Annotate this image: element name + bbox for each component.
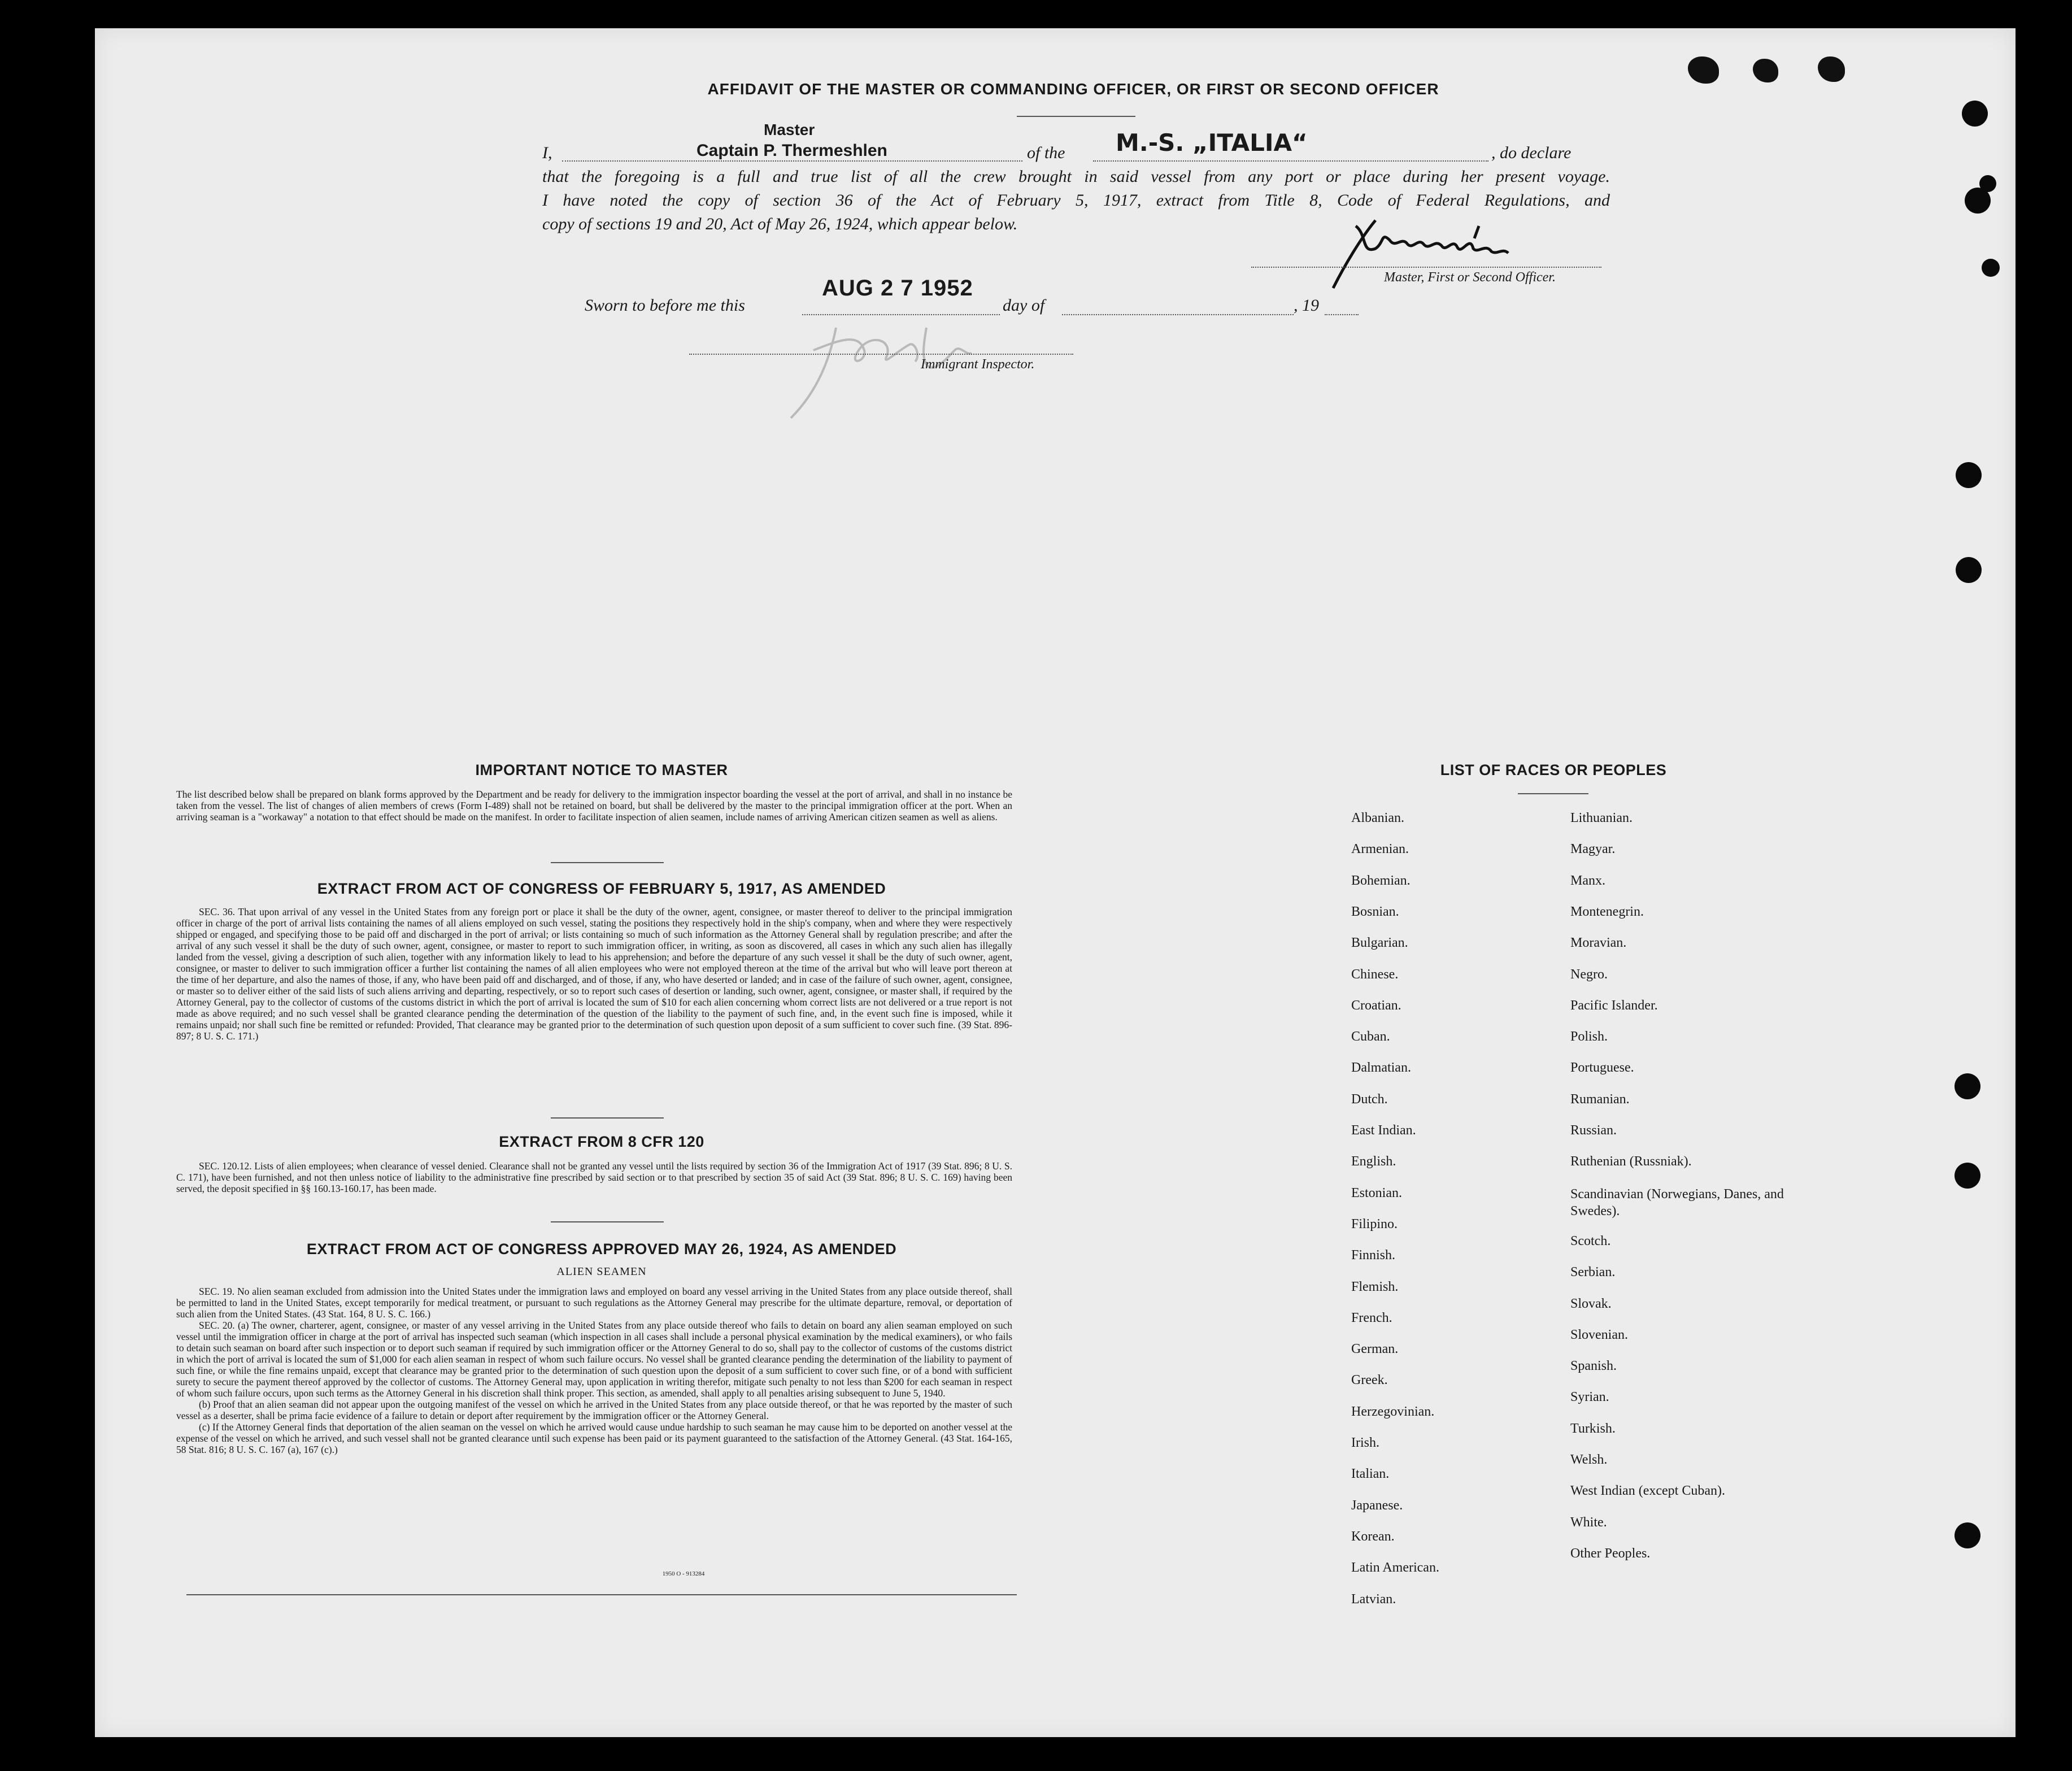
race-item: Scandinavian (Norwegians, Danes, and Swedes).: [1570, 1186, 1784, 1219]
race-item: Herzegovinian.: [1351, 1404, 1435, 1419]
race-item: Italian.: [1351, 1467, 1390, 1482]
affidavit-line-2: that the foregoing is a full and true list of all the crew brought in said vessel from any port or place during her present voyage.: [542, 167, 1610, 186]
inspector-label: Immigrant Inspector.: [921, 357, 1035, 372]
race-item: English.: [1351, 1154, 1396, 1169]
sec-19-paragraph: SEC. 19. No alien seaman excluded from admission into the United States under the immigration laws and employed on board any vessel arriving in the United States from any place outside thereof, shall be permitted to land in the United States, except temporarily for medical treatment, or pursuant to such regulations as the Attorney General may prescribe for the ultimate departure, removal, or deportation of such alien from the United States. (43 Stat. 164, 8 U. S. C. 166.): [176, 1286, 1012, 1320]
race-item: White.: [1570, 1515, 1607, 1530]
race-item: Portuguese.: [1570, 1060, 1634, 1076]
affidavit-line-4: copy of sections 19 and 20, Act of May 26, 1924, which appear below.: [542, 215, 1018, 233]
race-item: Turkish.: [1570, 1421, 1616, 1436]
race-item: Moravian.: [1570, 935, 1627, 951]
race-item: Dalmatian.: [1351, 1060, 1411, 1076]
races-divider: [1518, 793, 1588, 794]
race-item: Chinese.: [1351, 967, 1399, 982]
race-item: German.: [1351, 1342, 1399, 1357]
race-item: Armenian.: [1351, 842, 1409, 857]
race-item: Bosnian.: [1351, 904, 1399, 919]
race-item: Lithuanian.: [1570, 811, 1633, 825]
alien-seamen-subtitle: ALIEN SEAMEN: [556, 1265, 647, 1278]
i-label: I,: [542, 143, 552, 162]
races-title: LIST OF RACES OR PEOPLES: [1440, 762, 1667, 778]
sworn-date-line: [802, 314, 1000, 315]
race-item: Greek.: [1351, 1373, 1388, 1388]
race-item: Pacific Islander.: [1570, 998, 1658, 1013]
race-item: Rumanian.: [1570, 1091, 1630, 1107]
title-divider: [1017, 116, 1135, 117]
race-item: Albanian.: [1351, 811, 1404, 825]
race-item: Latin American.: [1351, 1560, 1439, 1576]
race-item: Montenegrin.: [1570, 904, 1644, 919]
race-item: Negro.: [1570, 967, 1608, 982]
race-item: Cuban.: [1351, 1029, 1390, 1045]
date-stamp: AUG 2 7 1952: [822, 276, 973, 301]
extract-1924-title: EXTRACT FROM ACT OF CONGRESS APPROVED MAY 26, 1924, AS AMENDED: [306, 1241, 897, 1257]
punch-hole: [1955, 1522, 1980, 1548]
vessel-line: [1093, 160, 1488, 162]
sec-20a-paragraph: SEC. 20. (a) The owner, charterer, agent, consignee, or master of any vessel arriving in the United States from any place outside thereof who fails to detain on board any alien seaman employed on such vessel until the immigration officer in charge at the port of arrival has inspected such seaman (which inspection in all cases shall include a personal physical examination by the medical examiners), or who fails to detain such seaman on board after such inspection or to deport such seaman if required by such immigration officer or the Attorney General to do so, shall pay to the collector of customs of the customs district in which the port of arrival is located the sum of $1,000 for each alien seaman in respect of whom such failure occurs. No vessel shall be granted clearance pending the determination of the liability to payment of such fine, or while the fine remains unpaid, except that clearance may be granted prior to the determination of such question upon the deposit of a sum sufficient to cover such fine, or of a bond with sufficient surety to secure the payment thereof approved by the collector of customs. The Attorney General may, upon application in writing therefor, mitigate such penalty to not less than $200 for each seaman in respect of whom such failure occurs, upon such terms as the Attorney General in his discretion shall think proper. This section, as amended, shall apply to all penalties arising subsequent to June 5, 1940.: [176, 1320, 1012, 1399]
race-item: French.: [1351, 1310, 1392, 1325]
race-item: Filipino.: [1351, 1216, 1398, 1232]
notice-body: The list described below shall be prepared on blank forms approved by the Department and be ready for delivery to the immigration inspector boarding the vessel at the port of arrival, and shall in no instance be taken from the vessel. The list of changes of alien members of crews (Form I-489) shall not be retained on board, but shall be delivered by the master to the principal immigration officer at the port. When an arriving seaman is a "workaway" a notation to that effect should be made on the manifest. In order to facilitate inspection of alien seamen, include names of arriving American citizen seamen as well as aliens.: [176, 789, 1012, 823]
race-item: Slovenian.: [1570, 1327, 1628, 1342]
extract-cfr-body: SEC. 120.12. Lists of alien employees; when clearance of vessel denied. Clearance shall not be granted any vessel until the lists required by section 36 of the Immigration Act of 1917 (39 Stat. 896; 8 U. S. C. 171), have been furnished, and not then unless notice of liability to the administrative fine prescribed by said section or to that prescribed by section 35 of said Act (39 Stat. 896; 8 U. S. C. 169) having been served, the deposit specified in §§ 160.13-160.17, has been made.: [176, 1160, 1012, 1194]
race-item: Croatian.: [1351, 998, 1401, 1013]
race-item: Bulgarian.: [1351, 935, 1408, 951]
extract-cfr-title: EXTRACT FROM 8 CFR 120: [499, 1133, 704, 1150]
of-the-label: of the: [1027, 143, 1065, 162]
punch-hole: [1956, 557, 1982, 583]
year-label: , 19: [1294, 296, 1319, 315]
punch-hole: [1982, 259, 2000, 277]
master-signature-line: [1251, 267, 1601, 268]
race-item: West Indian (except Cuban).: [1570, 1483, 1725, 1499]
race-item: Russian.: [1570, 1123, 1617, 1138]
extract-1924-body: [176, 1286, 1012, 1455]
punch-hole: [1979, 175, 1996, 192]
do-declare-label: , do declare: [1491, 143, 1572, 162]
race-item: Korean.: [1351, 1529, 1395, 1544]
extract-cfr-divider: [551, 1221, 664, 1222]
rank-typed: Master: [764, 121, 815, 138]
master-name-typed: Captain P. Thermeshlen: [697, 141, 887, 160]
signer-label: Master, First or Second Officer.: [1384, 270, 1556, 285]
race-item: Polish.: [1570, 1029, 1608, 1045]
bottom-rule: [186, 1594, 1017, 1595]
race-item: Dutch.: [1351, 1091, 1388, 1107]
race-item: Latvian.: [1351, 1591, 1396, 1607]
sworn-label: Sworn to before me this: [585, 296, 745, 315]
race-item: Syrian.: [1570, 1390, 1609, 1405]
year-line: [1325, 314, 1359, 315]
day-of-label: day of: [1003, 296, 1045, 315]
vessel-name-typed: M.-S. „ITALIA“: [1116, 129, 1308, 156]
race-item: Japanese.: [1351, 1498, 1403, 1513]
race-item: Serbian.: [1570, 1265, 1616, 1280]
punch-hole: [1955, 1073, 1980, 1099]
affidavit-title: AFFIDAVIT OF THE MASTER OR COMMANDING OFFICER, OR FIRST OR SECOND OFFICER: [707, 80, 1439, 98]
notice-title: IMPORTANT NOTICE TO MASTER: [475, 762, 728, 778]
punch-hole: [1962, 101, 1988, 127]
race-item: Ruthenian (Russniak).: [1570, 1154, 1692, 1169]
race-item: Other Peoples.: [1570, 1546, 1651, 1561]
print-code: 1950 O - 913284: [662, 1570, 705, 1577]
race-item: Slovak.: [1570, 1296, 1612, 1311]
race-item: Spanish.: [1570, 1359, 1617, 1374]
name-line: [562, 160, 1022, 162]
race-item: Welsh.: [1570, 1452, 1608, 1467]
race-item: Irish.: [1351, 1435, 1379, 1450]
punch-hole: [1955, 1163, 1980, 1189]
race-item: East Indian.: [1351, 1123, 1416, 1138]
punch-hole: [1956, 462, 1982, 488]
race-item: Bohemian.: [1351, 873, 1411, 888]
extract-1917-title: EXTRACT FROM ACT OF CONGRESS OF FEBRUARY 5, 1917, AS AMENDED: [317, 880, 886, 897]
race-item: Magyar.: [1570, 842, 1616, 857]
notice-divider: [551, 862, 664, 863]
race-item: Flemish.: [1351, 1279, 1399, 1294]
sec-20b-paragraph: (b) Proof that an alien seaman did not appear upon the outgoing manifest of the vessel on which he arrived in the United States from any place outside thereof, or that he was reported by the master of such vessel as a deserter, shall be prima facie evidence of a failure to detain or deport after requirement by the immigration officer or the Attorney General.: [176, 1399, 1012, 1421]
extract-1917-body: SEC. 36. That upon arrival of any vessel in the United States from any foreign port or place it shall be the duty of the owner, agent, consignee, or master thereof to deliver to the principal immigration officer in charge of the port of arrival lists containing the names of all aliens employed on such vessel, stating the positions they respectively hold in the ship's company, when and where they were respectively shipped or engaged, and specifying those to be paid off and discharged in the port of arrival; or lists containing so much of such information as the Attorney General shall by regulation prescribe; and after the arrival of any such vessel it shall be the duty of such owner, agent, consignee, or master to report to such immigration officer, in writing, as soon as discovered, all cases in which any such alien has illegally landed from the vessel, giving a description of such alien, together with any information likely to lead to his apprehension; and before the departure of any such vessel it shall be the duty of such owner, agent, consignee, or master to deliver to such immigration officer a further list containing the names of all alien employees who were not employed thereon at the time of the arrival but who will leave port thereon at the time of her departure, and also the names of those, if any, who have been paid off and discharged, and of those, if any, who have deserted or landed; and in case of the failure of such owner, agent, consignee, or master so to deliver either of the said lists of such aliens arriving and departing, respectively, or so to report such cases of desertion or landing, such owner, agent, consignee, or master shall, if required by the Attorney General, pay to the collector of customs of the customs district in which the port of arrival is located the sum of $10 for each alien concerning whom correct lists are not delivered or a true report is not made as above required; and no such vessel shall be granted clearance pending the determination of the question of the liability to the payment of such fine, and, in the event such fine is imposed, while it remains unpaid; nor shall such fine be remitted or refunded: Provided, That clearance may be granted prior to the determination of such question upon deposit of a sum sufficient to cover such fine. (39 Stat. 896-897; 8 U. S. C. 171.): [176, 906, 1012, 1042]
race-item: Scotch.: [1570, 1233, 1611, 1248]
sec-20c-paragraph: (c) If the Attorney General finds that deportation of the alien seaman on the vessel on which he arrived would cause undue hardship to such seaman he may cause him to be deported on another vessel at the expense of the vessel on which he arrived, and such vessel shall not be granted clearance until such expense has been paid or its payment guaranteed to the satisfaction of the Attorney General. (43 Stat. 164-165, 58 Stat. 816; 8 U. S. C. 167 (a), 167 (c).): [176, 1421, 1012, 1455]
race-item: Manx.: [1570, 873, 1605, 888]
extract-1917-divider: [551, 1117, 664, 1119]
inspector-line: [689, 354, 1073, 355]
race-item: Finnish.: [1351, 1248, 1396, 1263]
affidavit-line-3: I have noted the copy of section 36 of the Act of February 5, 1917, extract from Title 8, Code of Federal Regulations, and: [542, 191, 1610, 210]
month-line: [1062, 314, 1294, 315]
race-item: Estonian.: [1351, 1185, 1402, 1200]
